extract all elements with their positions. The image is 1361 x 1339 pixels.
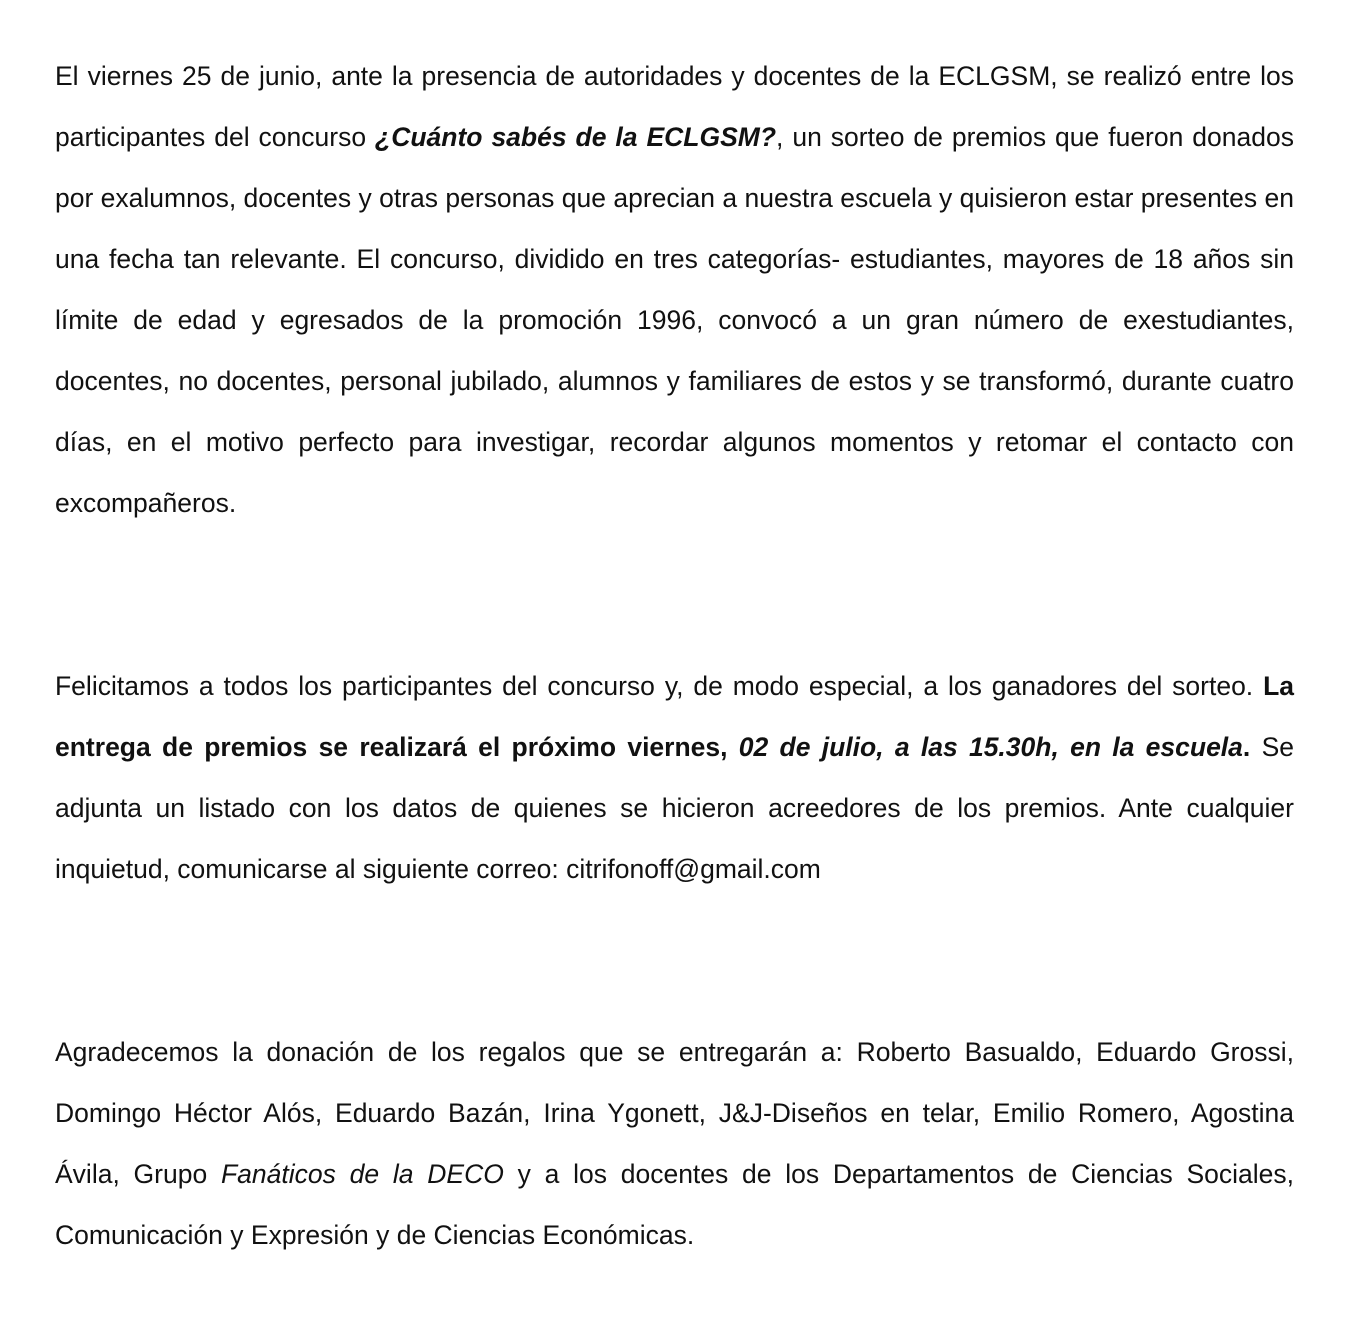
- contest-name: ¿Cuánto sabés de la ECLGSM?: [375, 122, 777, 152]
- paragraph-congratulations: [55, 656, 1294, 900]
- paragraph-3-text-b: y a los docentes de los Departamentos de Ciencias Sociales, Comunicación y Expresión y de Ciencias Económicas.: [55, 1159, 1294, 1250]
- prize-delivery-date: 02 de julio, a las 15.30h, en la escuela: [738, 732, 1243, 762]
- contact-email: citrifonoff@gmail.com: [566, 854, 821, 884]
- paragraph-2-text-a: Felicitamos a todos los participantes del concurso y, de modo especial, a los ganadores del sorteo.: [55, 671, 1264, 701]
- paragraph-1-text-b: , un sorteo de premios que fueron donados por exalumnos, docentes y otras personas que aprecian a nuestra escuela y quisieron estar presentes en una fecha tan relevante. El concurso, dividido en tres categorías- estudiantes, mayores de 18 años sin límite de edad y egresados de la promoción 1996, convocó a un gran número de exestudiantes, docentes, no docentes, personal jubilado, alumnos y familiares de estos y se transformó, durante cuatro días, en el motivo perfecto para investigar, recordar algunos momentos y retomar el contacto con excompañeros.: [55, 122, 1294, 518]
- paragraph-2-text-b: Se adjunta un listado con los datos de quienes se hicieron acreedores de los premios. Ante cualquier inquietud, comunicarse al siguiente correo:: [55, 732, 1294, 884]
- group-name: Fanáticos de la DECO: [220, 1159, 504, 1189]
- prize-delivery-period: .: [1242, 732, 1251, 762]
- prize-delivery-announcement: La entrega de premios se realizará el próximo viernes,: [55, 671, 1294, 762]
- document-page: [55, 46, 1294, 1266]
- paragraph-contest-draw: [55, 46, 1294, 534]
- paragraph-acknowledgements: [55, 1022, 1294, 1266]
- paragraph-1-text-a: El viernes 25 de junio, ante la presencia de autoridades y docentes de la ECLGSM, se realizó entre los participantes del concurso: [55, 61, 1294, 152]
- paragraph-3-text-a: Agradecemos la donación de los regalos que se entregarán a: Roberto Basualdo, Eduardo Grossi, Domingo Héctor Alós, Eduardo Bazán, Irina Ygonett, J&J-Diseños en telar, Emilio Romero, Agostina Ávila, Grupo: [55, 1037, 1294, 1189]
